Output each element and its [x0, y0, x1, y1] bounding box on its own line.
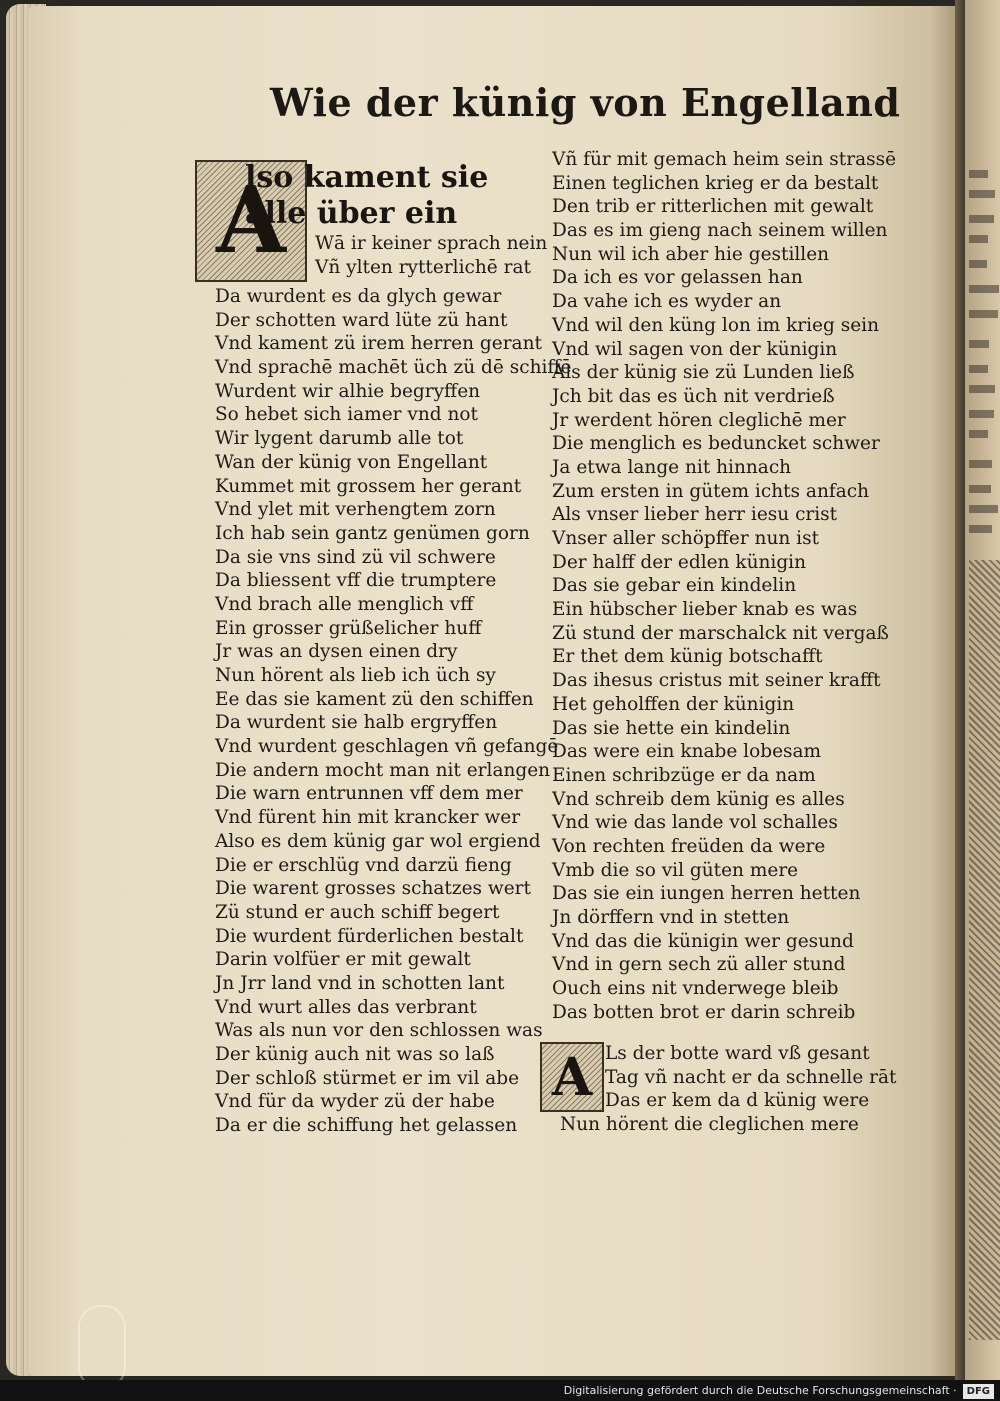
- verse-line: Nun wil ich aber hie gestillen: [552, 243, 830, 265]
- verse-line-final: Nun hörent die cleglichen mere: [560, 1114, 859, 1135]
- verse-line: Jr werdent hören cleglichē mer: [552, 409, 846, 431]
- verse-line: Da vahe ich es wyder an: [552, 291, 782, 313]
- verse-line: Den trib er ritterlichen mit gewalt: [552, 196, 874, 218]
- verse-line: Der schotten ward lüte zü hant: [215, 309, 508, 331]
- verse-line: Die wurdent fürderlichen bestalt: [215, 925, 524, 947]
- verse-line: Vnd wil sagen von der künigin: [552, 338, 838, 360]
- opening-line: alle über ein: [245, 196, 458, 231]
- right-column: [552, 148, 896, 1024]
- verse-line: Jn Jrr land vnd in schotten lant: [215, 972, 505, 994]
- verse-line: Da wurdent sie halb ergryffen: [215, 712, 498, 734]
- next-page-text-fragment: [969, 385, 995, 393]
- verse-line: Der halff der edlen künigin: [552, 551, 806, 573]
- verse-line: Darin volfüer er mit gewalt: [215, 949, 471, 971]
- dfg-logo: DFG: [963, 1384, 994, 1399]
- verse-line: Das botten brot er darin schreib: [552, 1001, 856, 1023]
- verse-line: Vñ für mit gemach heim sein strassē: [552, 149, 897, 170]
- verse-line: Vñ ylten rytterlichē rat: [315, 256, 531, 278]
- verse-line: Vnser aller schöpffer nun ist: [552, 528, 820, 549]
- verse-line: Die warn entrunnen vff dem mer: [215, 783, 523, 805]
- verse-line: Ja etwa lange nit hinnach: [552, 456, 792, 478]
- verse-line: So hebet sich iamer vnd not: [215, 404, 478, 426]
- verse-line: Jn dörffern vnd in stetten: [552, 907, 790, 928]
- verse-line: Tag vñ nacht er da schnelle rāt: [605, 1066, 897, 1088]
- verse-line: Was als nun vor den schlossen was: [215, 1020, 543, 1042]
- next-page-text-fragment: [969, 215, 994, 223]
- next-page-text-fragment: [969, 410, 994, 418]
- next-page-text-fragment: [969, 235, 988, 243]
- verse-line: Ein grosser grüßelicher huff: [215, 617, 482, 639]
- footer-bar: [0, 1380, 1000, 1401]
- verse-line: Vnd kament zü irem herren gerant: [215, 333, 542, 355]
- verse-line: Das es im gieng nach seinem willen: [552, 220, 888, 242]
- verse-line: Das sie ein iungen herren hetten: [552, 883, 861, 905]
- next-page-text-fragment: [969, 285, 999, 293]
- next-page-edge: [965, 0, 1000, 1380]
- verse-line: Da ich es vor gelassen han: [552, 267, 803, 289]
- page-title: Wie der künig von Engelland: [270, 80, 901, 125]
- verse-line: Da bliessent vff die trumptere: [215, 570, 497, 592]
- verse-line: Wir lygent darumb alle tot: [215, 428, 464, 450]
- verse-line: Kummet mit grossem her gerant: [215, 475, 522, 497]
- verse-line: Zü stund der marschalck nit vergaß: [552, 622, 889, 644]
- verse-line: Vnd ylet mit verhengtem zorn: [215, 499, 496, 521]
- verse-line: Vnd das die künigin wer gesund: [552, 930, 854, 952]
- left-column: [215, 285, 572, 1138]
- verse-line: Vnd wurt alles das verbrant: [215, 996, 477, 1018]
- next-page-text-fragment: [969, 365, 988, 373]
- verse-line: Vnd brach alle menglich vff: [215, 593, 474, 615]
- verse-line: Ls der botte ward vß gesant: [605, 1043, 870, 1064]
- section-opening: [605, 1042, 896, 1113]
- verse-line: Die warent grosses schatzes wert: [215, 878, 531, 900]
- paper-clip: [78, 1305, 126, 1389]
- next-page-text-fragment: [969, 170, 988, 178]
- verse-line: Ee das sie kament zü den schiffen: [215, 688, 534, 710]
- verse-line: Ein hübscher lieber knab es was: [552, 599, 858, 621]
- verse-line: Einen teglichen krieg er da bestalt: [552, 172, 879, 194]
- woodcut-illustration: [969, 560, 1000, 1340]
- verse-line: Zum ersten in gütem ichts anfach: [552, 480, 870, 502]
- next-page-text-fragment: [969, 460, 992, 468]
- verse-line: Nun hörent als lieb ich üch sy: [215, 665, 496, 686]
- verse-line: Vmb die so vil güten mere: [552, 859, 799, 881]
- opening-line: lso kament sie: [245, 160, 489, 195]
- verse-line: Die er erschlüg vnd darzü fieng: [215, 854, 512, 876]
- verse-line: Vnd in gern sech zü aller stund: [552, 954, 846, 976]
- footer-text: Digitalisierung gefördert durch die Deutsche Forschungsgemeinschaft ·: [563, 1384, 957, 1397]
- next-page-text-fragment: [969, 505, 998, 513]
- opening-verse: [315, 232, 547, 279]
- verse-line: Das sie hette ein kindelin: [552, 717, 791, 739]
- verse-line: Jch bit das es üch nit verdrieß: [552, 385, 835, 407]
- next-page-text-fragment: [969, 525, 992, 533]
- verse-line: Einen schribzüge er da nam: [552, 764, 816, 786]
- verse-line: Das er kem da d künig were: [605, 1090, 870, 1112]
- next-page-text-fragment: [969, 485, 991, 493]
- verse-line: Da wurdent es da glych gewar: [215, 286, 502, 307]
- verse-line: Ouch eins nit vnderwege bleib: [552, 978, 839, 1000]
- next-page-text-fragment: [969, 340, 989, 348]
- verse-line: Von rechten freüden da were: [552, 835, 826, 857]
- verse-line: Das sie gebar ein kindelin: [552, 575, 797, 597]
- verse-line: Vnd für da wyder zü der habe: [215, 1091, 495, 1113]
- verse-line: Der schloß stürmet er im vil abe: [215, 1067, 520, 1089]
- verse-line: Vnd schreib dem künig es alles: [552, 788, 845, 810]
- verse-line: Zü stund er auch schiff begert: [215, 901, 500, 923]
- verse-line: Vnd wie das lande vol schalles: [552, 812, 838, 834]
- verse-line: Ich hab sein gantz genümen gorn: [215, 522, 530, 544]
- verse-line: Jr was an dysen einen dry: [215, 641, 458, 663]
- next-page-text-fragment: [969, 260, 987, 268]
- verse-line: Als der künig sie zü Lunden ließ: [552, 362, 855, 384]
- next-page-text-fragment: [969, 430, 988, 438]
- verse-line: Vnd fürent hin mit krancker wer: [215, 807, 521, 829]
- verse-line: Wurdent wir alhie begryffen: [215, 380, 481, 402]
- verse-line: Der künig auch nit was so laß: [215, 1044, 495, 1065]
- decorated-initial-2: A: [540, 1042, 604, 1112]
- verse-line: Wan der künig von Engellant: [215, 451, 488, 473]
- verse-line: Die andern mocht man nit erlangen: [215, 759, 551, 781]
- verse-line: Vnd wurdent geschlagen vñ gefangē: [215, 736, 559, 758]
- verse-line: Das ihesus cristus mit seiner krafft: [552, 670, 881, 692]
- verse-line: Also es dem künig gar wol ergiend: [215, 830, 541, 852]
- decorated-initial: A: [195, 160, 307, 282]
- verse-line: Vnd wil den küng lon im krieg sein: [552, 314, 880, 336]
- verse-line: Het geholffen der künigin: [552, 693, 795, 715]
- verse-line: Da er die schiffung het gelassen: [215, 1115, 518, 1137]
- next-page-text-fragment: [969, 190, 995, 198]
- verse-line: Wā ir keiner sprach nein: [315, 233, 548, 254]
- opening-lines: [245, 160, 488, 232]
- verse-line: Die menglich es beduncket schwer: [552, 433, 880, 455]
- verse-line: Als vnser lieber herr iesu crist: [552, 504, 838, 526]
- next-page-text-fragment: [969, 310, 998, 318]
- verse-line: Vnd sprachē machēt üch zü dē schiffē: [215, 357, 572, 379]
- verse-line: Er thet dem künig botschafft: [552, 646, 823, 668]
- verse-line: Da sie vns sind zü vil schwere: [215, 546, 496, 568]
- verse-line: Das were ein knabe lobesam: [552, 741, 822, 763]
